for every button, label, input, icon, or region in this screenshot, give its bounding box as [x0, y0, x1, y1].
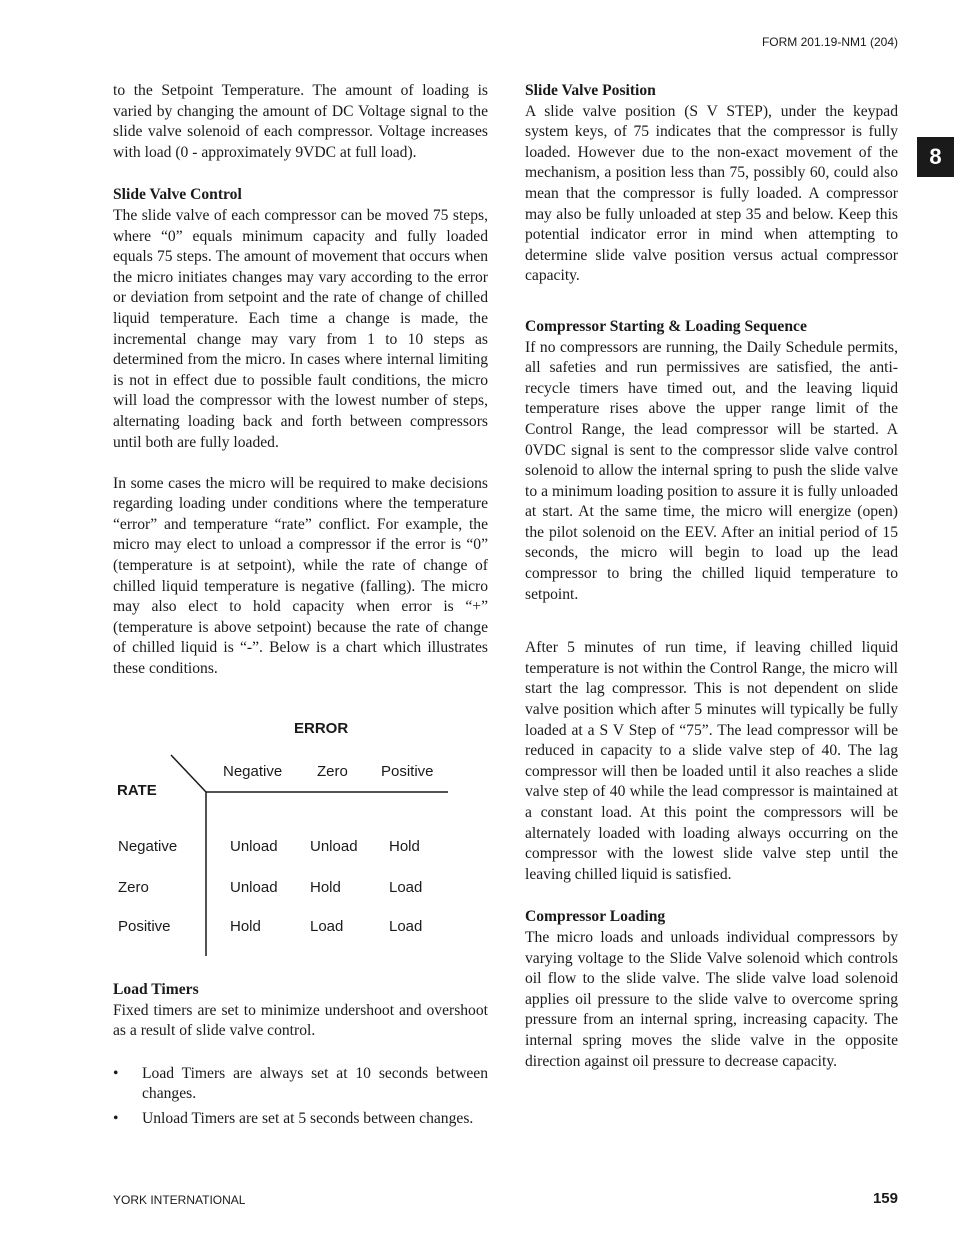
load-timers-body: Fixed timers are set to minimize undershoot and overshoot as a result of slide valve control. [113, 1001, 488, 1040]
right-column [525, 81, 898, 1072]
load-timers-section [113, 980, 488, 1134]
slide-valve-control-heading: Slide Valve Control [113, 186, 242, 204]
after-5-minutes-paragraph: After 5 minutes of run time, if leaving chilled liquid temperature is not within the Control Range, the micro will start the lag compressor. This is not dependent on slide valve position which after 5 minutes will typically be fully loaded at a S V Step of “75”. The lead compressor will be reduced in capacity to a slide valve step of 40. The lag compressor will then be loaded until it also reaches a slide valve step of 40 while the lead compressor is maintained at a constant load. At this point the compressors will be alternately loaded with loading always occurring on the compressor with the lowest slide valve step until the leaving chilled liquid is satisfied. [525, 639, 898, 883]
compressor-loading-heading: Compressor Loading [525, 908, 666, 926]
slide-valve-position-body: A slide valve position (S V STEP), under the keypad system keys, of 75 indicates that the compressor is fully loaded. However due to the non-exact movement of the mechanism, a position less than 75, possibly 60, could also mean that the compressor is fully loaded. A compressor may also be fully unloaded at step 35 and below. Keep this potential indicator error in mind when attempting to determine slide valve position versus actual compressor capacity. [525, 102, 898, 285]
slide-valve-control-body: The slide valve of each compressor can be moved 75 steps, where “0” equals minimum capacity and fully loaded equals 75 steps. The amount of movement that occurs when the micro initiates changes may vary according to the error or deviation from setpoint and the rate of change of chilled liquid temperature. Each time a change is made, the incremental change may vary from 1 to 10 steps as determined from the micro. In cases where internal limiting is not in effect due to possible fault conditions, the micro will load the compressor with the lowest number of steps, alternating loading back and forth between compressors until both are fully loaded. [113, 206, 488, 451]
load-timers-list [113, 1064, 488, 1130]
slide-valve-position-heading: Slide Valve Position [525, 82, 656, 99]
list-item [113, 1064, 488, 1105]
chart-cell: Load [310, 918, 344, 935]
starting-loading-body: If no compressors are running, the Daily Schedule permits, all safeties and run permissives are satisfied, the anti-recycle timers have timed out, and the leaving liquid temperature rises above the upper range limit of the Control Range, the lead compressor will be started. A 0VDC signal is sent to the compressor slide valve control solenoid to allow the internal spring to push the slide valve to a minimum loading position to assure it is fully unloaded at start. At the same time, the micro will energize (open) the pilot solenoid on the EEV. After an initial period of 15 seconds, the micro will begin to load up the lead compressor to bring the chilled liquid temperature to setpoint. [525, 338, 898, 603]
intro-paragraph: to the Setpoint Temperature. The amount of loading is varied by changing the amount of DC Voltage signal to the slide valve solenoid of each compressor. Voltage increases with load (0 - approximately 9VDC at full load). [113, 82, 488, 161]
list-item-text: Unload Timers are set at 5 seconds between changes. [142, 1109, 474, 1127]
left-column [113, 81, 488, 680]
chart-title: ERROR [294, 720, 349, 737]
chart-row-label: Positive [118, 918, 171, 935]
chart-row-label: Negative [118, 838, 178, 855]
error-rate-chart [113, 712, 493, 962]
chart-cell: Hold [310, 879, 341, 896]
chart-diagonal-line [171, 755, 206, 792]
footer-company: YORK INTERNATIONAL [113, 1193, 246, 1207]
page-number: 159 [872, 1190, 898, 1207]
form-id: FORM 201.19-NM1 (204) [761, 35, 898, 49]
bullet-icon: • [113, 1064, 119, 1082]
list-item-text: Load Timers are always set at 10 seconds between changes. [142, 1064, 488, 1103]
chart-col-header: Positive [381, 763, 434, 780]
chapter-tab: 8 [917, 137, 954, 177]
chart-cell: Unload [230, 838, 278, 855]
chart-row-axis-label: RATE [117, 782, 157, 799]
chart-cell: Hold [230, 918, 261, 935]
chart-col-header: Zero [317, 763, 348, 780]
bullet-icon: • [113, 1109, 119, 1127]
some-cases-paragraph: In some cases the micro will be required to make decisions regarding loading under conditions where the temperature “error” and temperature “rate” conflict. For example, the micro may elect to unload a compressor if the error is “0” (temperature is at setpoint), while the rate of change of chilled liquid temperature is negative (falling). The micro may also elect to hold capacity when error is “+” (temperature is above setpoint) because the rate of change of chilled liquid is “-”. Below is a chart which illustrates these conditions. [113, 474, 488, 678]
chart-cell: Hold [389, 838, 420, 855]
chart-row-label: Zero [118, 879, 149, 896]
chart-col-header: Negative [223, 763, 283, 780]
chart-cell: Unload [310, 838, 358, 855]
compressor-loading-body: The micro loads and unloads individual compressors by varying voltage to the Slide Valve solenoid which controls oil flow to the slide valve. The slide valve load solenoid applies oil pressure to the slide valve to overcome spring pressure from an internal spring, increasing capacity. The internal spring moves the slide valve in the opposite direction against oil pressure to decrease capacity. [525, 928, 898, 1070]
chart-cell: Load [389, 879, 423, 896]
chart-cell: Unload [230, 879, 278, 896]
chart-cell: Load [389, 918, 423, 935]
list-item [113, 1109, 488, 1130]
load-timers-heading: Load Timers [113, 981, 199, 998]
starting-loading-heading: Compressor Starting & Loading Sequence [525, 317, 807, 335]
